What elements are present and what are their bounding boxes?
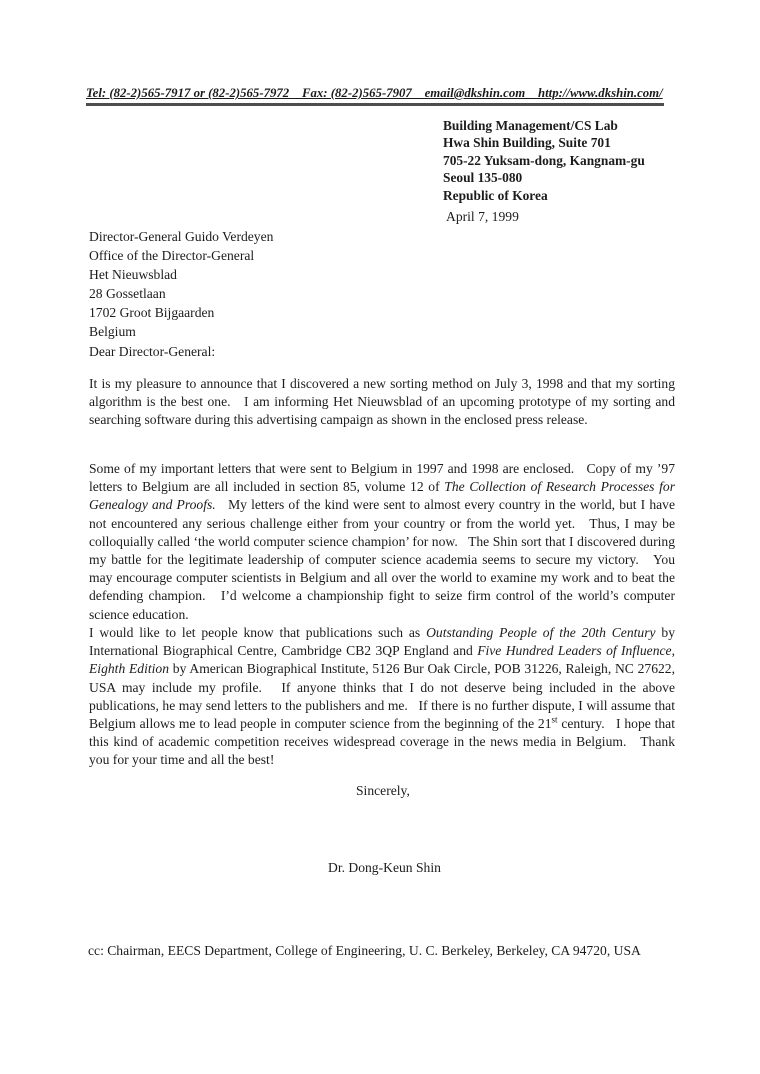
- body-paragraph-3: [89, 624, 675, 770]
- text-segment: Some of my important letters that were sent to Belgium in 1997 and 1998 are enclosed. Copy of my ’97 letters to Belgium are all included in section 85, volume 12 of: [89, 461, 675, 495]
- body-paragraph-1: [89, 375, 675, 430]
- address-line: 705-22 Yuksam-dong, Kangnam-gu: [443, 152, 645, 168]
- text-segment: by International Biographical Centre, Cambridge CB2 3QP England and: [89, 625, 675, 659]
- text-segment-sup: st: [551, 714, 558, 725]
- address-line: 1702 Groot Bijgaarden: [89, 305, 215, 320]
- text-segment: ,: [671, 643, 675, 659]
- address-line: Seoul 135-080: [443, 170, 523, 186]
- address-line: Building Management/CS Lab: [443, 118, 618, 133]
- valediction: Sincerely,: [356, 783, 410, 798]
- text-segment: by American Biographical Institute, 5126 Bur Oak Circle, POB 31226, Raleigh, NC 27622, USA may include my profile. If anyone thinks that I do not deserve being included in the above publications, he may send letters to the publishers and me. If there is no further dispute, I will assume that Belgium allows me to lead people in computer science from the beginning of the 21: [89, 661, 676, 732]
- address-line: Het Nieuwsblad: [89, 267, 177, 282]
- text-segment-italic: Outstanding People of the 20th Century: [426, 625, 656, 640]
- address-line: Belgium: [89, 324, 136, 339]
- address-line: Director-General Guido Verdeyen: [89, 229, 274, 244]
- salutation: Dear Director-General:: [89, 344, 216, 359]
- text-segment-italic: Five Hundred Leaders of Influence: [477, 643, 672, 659]
- recipient-address-block: [89, 227, 273, 341]
- address-line: Republic of Korea: [443, 187, 548, 203]
- sender-address-block: [443, 117, 645, 204]
- cc-line: cc: Chairman, EECS Department, College of Engineering, U. C. Berkeley, Berkeley, CA 94720, USA: [88, 943, 641, 958]
- text-segment: My letters of the kind were sent to almost every country in the world, but I have not encountered any serious challenge either from your country or from the world yet. Thus, I may be colloquially called ‘the world computer science champion’ for now. The Shin sort that I discovered during my battle for the legitimate leadership of computer science academia seems to secure my victory. You may encourage computer scientists in Belgium and all over the world to examine my work and to beat the defending champion. I’d welcome a championship fight to seize firm control of the world’s computer science education.: [89, 497, 676, 622]
- letterhead-contact-rule: [86, 86, 664, 106]
- body-paragraph-2: [89, 460, 675, 624]
- address-line: 28 Gossetlaan: [89, 286, 166, 301]
- text-segment-italic: The Collection of Research Processes for Genealogy and Proofs.: [89, 479, 675, 513]
- signature-name: Dr. Dong-Keun Shin: [328, 860, 441, 875]
- text-segment: century. I hope that this kind of academic competition receives widespread coverage in the news media in Belgium. Thank you for your time and all the best!: [89, 716, 675, 768]
- address-line: Office of the Director-General: [89, 248, 255, 263]
- text-segment: It is my pleasure to announce that I discovered a new sorting method on July 3, 1998 and that my sorting algorithm is the best one. I am informing Het Nieuwsblad of an upcoming prototype of my sorting and searching software during this advertising campaign as shown in the enclosed press release.: [89, 376, 675, 428]
- text-segment: I would like to let people know that publications such as: [89, 625, 427, 640]
- text-segment-italic: Eighth Edition: [89, 661, 170, 677]
- letterhead-contact-line: Tel: (82-2)565-7917 or (82-2)565-7972 Fax: (82-2)565-7907 email@dkshin.com http://www.dkshin.com/: [86, 86, 663, 100]
- address-line: Hwa Shin Building, Suite 701: [443, 135, 611, 151]
- date-line: April 7, 1999: [446, 209, 519, 224]
